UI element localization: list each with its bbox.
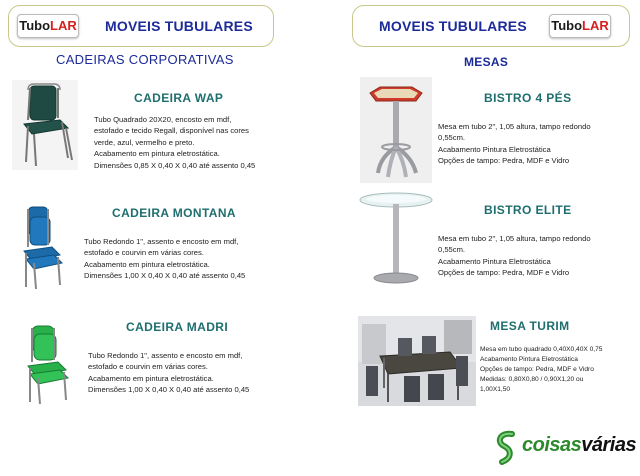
product-name-mesa-turim: MESA TURIM <box>490 319 570 333</box>
product-name-cadeira-montana: CADEIRA MONTANA <box>112 206 236 220</box>
product-name-bistro-4-pes: BISTRO 4 PÉS <box>484 91 572 105</box>
coisasvarias-text: coisasvárias <box>522 434 637 456</box>
description-mesa-turim: Mesa em tubo quadrado 0,40X0,40X 0,75 Acabamento Pintura Eletrostática Opções de tampo: Pedra, MDF e Vidro Medidas: 0,80X0,80 / 0,90X1,20 ou 1,00X1,50 <box>480 346 603 393</box>
product-name-cadeira-madri: CADEIRA MADRI <box>126 320 229 334</box>
coisasvarias-logo-icon <box>494 430 524 466</box>
bistro-4-pes-image <box>360 77 432 183</box>
tubolar-logo: TuboLAR <box>17 14 79 38</box>
description-cadeira-madri: Tubo Redondo 1", assento e encosto em mdf, estofado e courvin em várias cores. Acabamento em pintura eletrostática. Dimensões 1,00 X 0,40 X 0,40 até assento 0,45 <box>88 351 250 395</box>
section-title-cadeiras: CADEIRAS CORPORATIVAS <box>56 52 234 67</box>
cadeira-madri-image <box>22 322 74 406</box>
header-title: MOVEIS TUBULARES <box>105 18 253 34</box>
cadeira-wap-image <box>12 80 78 170</box>
header-left <box>8 5 274 47</box>
description-bistro-elite: Mesa em tubo 2", 1,05 altura, tampo redondo 0,55cm. Acabamento Pintura Eletrostática Opções de tampo: Pedra, MDF e Vidro <box>438 234 591 278</box>
header-right <box>352 5 630 47</box>
product-name-cadeira-wap: CADEIRA WAP <box>134 91 224 105</box>
description-bistro-4-pes: Mesa em tubo 2", 1,05 altura, tampo redondo 0,55cm. Acabamento Pintura Eletrostática Opções de tampo: Pedra, MDF e Vidro <box>438 122 591 166</box>
section-title-mesas: MESAS <box>464 55 509 69</box>
coisasvarias-watermark <box>494 428 637 468</box>
header-title: MOVEIS TUBULARES <box>379 18 527 34</box>
mesa-turim-image <box>358 316 476 406</box>
description-cadeira-montana: Tubo Redondo 1", assento e encosto em mdf, estofado e courvin em várias cores. Acabamento em pintura eletrostática. Dimensões 1,00 X 0,40 X 0,40 até assento 0,45 <box>84 237 246 281</box>
cadeira-montana-image <box>18 203 68 291</box>
tubolar-logo: TuboLAR <box>549 14 611 38</box>
bistro-elite-image <box>358 190 434 288</box>
description-cadeira-wap: Tubo Quadrado 20X20, encosto em mdf, estofado e tecido Regall, disponível nas cores verde, azul, vermelho e preto. Acabamento em pintura eletrostática. Dimensões 0,85 X 0,40 X 0,40 até assento 0,45 <box>94 115 256 170</box>
product-name-bistro-elite: BISTRO ELITE <box>484 203 572 217</box>
